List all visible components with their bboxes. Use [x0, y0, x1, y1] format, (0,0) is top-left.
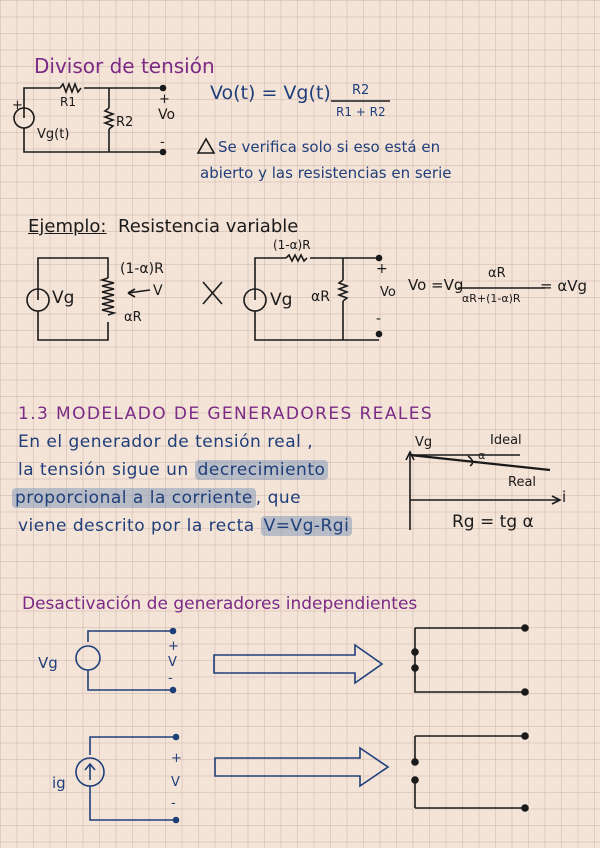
minus-label: - — [171, 796, 176, 811]
example-equation: Vo =Vg — [408, 276, 464, 294]
equation-result: = αVg — [540, 277, 588, 295]
plus-label: + — [12, 98, 23, 113]
body-line-2: la tensión sigue un decrecimiento — [18, 460, 328, 480]
lower-resistor-label: αR — [124, 310, 142, 325]
graph-i-label: i — [562, 488, 567, 506]
minus-label: - — [376, 311, 382, 327]
formula-denominator: R1 + R2 — [336, 105, 386, 119]
graph-ideal-label: Ideal — [490, 433, 522, 448]
body-line-4: viene descrito por la recta V=Vg-Rgi — [18, 516, 352, 536]
equation-denominator: αR+(1-α)R — [462, 292, 521, 305]
body-line-1: En el generador de tensión real , — [18, 432, 314, 452]
ig-label: ig — [52, 774, 66, 792]
formula-numerator: R2 — [352, 83, 370, 98]
vg-label: Vg(t) — [37, 127, 70, 142]
alpha-r-label: αR — [311, 289, 330, 305]
vo-label: Vo — [380, 285, 396, 300]
example-subtitle: Resistencia variable — [118, 216, 299, 237]
highlight: V=Vg-Rgi — [261, 516, 353, 536]
graph-vg-label: Vg — [415, 435, 433, 450]
vg-label: Vg — [52, 288, 75, 308]
note-line-1: Se verifica solo si eso está en — [218, 138, 441, 156]
v-label: V — [153, 283, 163, 299]
vo-label: Vo — [158, 107, 176, 123]
r2-label: R2 — [116, 115, 134, 130]
graph-alpha-label: α — [478, 449, 486, 462]
highlight: proporcional a la corriente — [12, 488, 256, 508]
minus-label: - — [160, 135, 165, 150]
example-title: Ejemplo: — [28, 216, 107, 237]
vg-label: Vg — [270, 290, 293, 310]
top-resistor-label: (1-α)R — [273, 238, 311, 252]
section1-title: Divisor de tensión — [34, 54, 215, 78]
rg-formula: Rg = tg α — [452, 512, 534, 532]
upper-resistor-label: (1-α)R — [120, 261, 164, 277]
divider-formula: Vo(t) = Vg(t) — [210, 82, 331, 104]
plus-label: + — [159, 92, 170, 107]
vg-label: Vg — [38, 654, 58, 672]
highlight: decrecimiento — [195, 460, 329, 480]
body-line-3: proporcional a la corriente , que — [12, 488, 301, 508]
v-label: V — [171, 775, 180, 790]
plus-label: + — [171, 751, 182, 766]
plus-label: + — [376, 261, 388, 277]
section4-title: Desactivación de generadores independientes — [22, 594, 418, 614]
graph-real-label: Real — [508, 475, 537, 490]
equation-numerator: αR — [488, 266, 506, 281]
section3-title: 1.3 MODELADO DE GENERADORES REALES — [18, 404, 434, 424]
v-label: V — [168, 655, 177, 670]
plus-label: + — [168, 639, 179, 654]
note-line-2: abierto y las resistencias en serie — [200, 164, 452, 182]
minus-label: - — [168, 671, 173, 686]
r1-label: R1 — [60, 95, 76, 109]
